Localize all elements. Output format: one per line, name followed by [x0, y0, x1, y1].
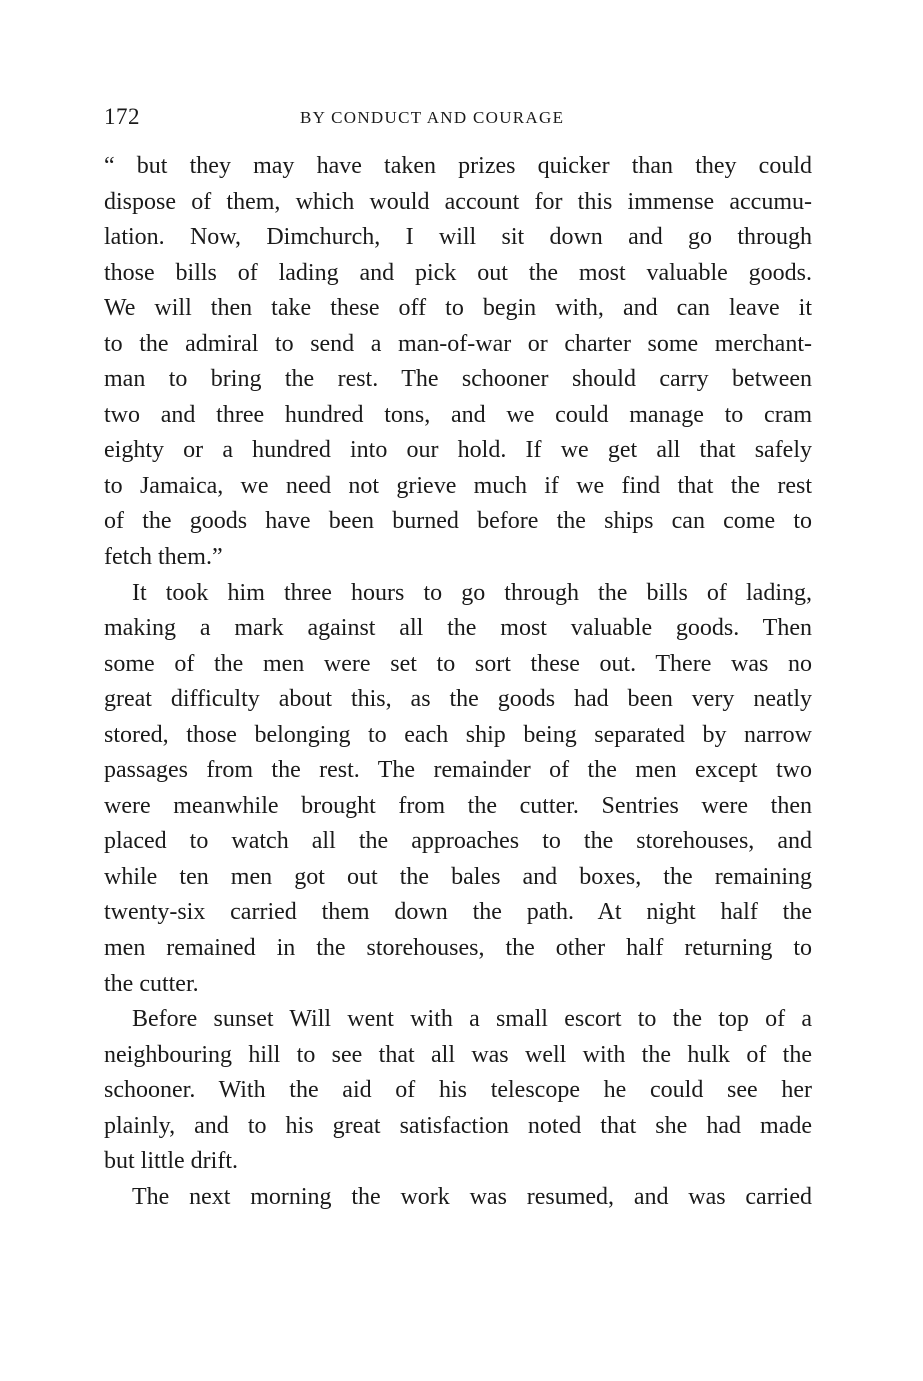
text-line: It took him three hours to go through the bills of lading,: [132, 579, 812, 606]
text-line: of the goods have been burned before the ships can come to: [104, 508, 812, 535]
text-line: to the admiral to send a man-of-war or charter some merchant-: [104, 330, 812, 357]
text-line: passages from the rest. The remainder of the men except two: [104, 757, 812, 784]
text-line: but little drift.: [104, 1148, 238, 1175]
text-line: while ten men got out the bales and boxes, the remaining: [104, 863, 812, 890]
text-line: some of the men were set to sort these out. There was no: [104, 650, 812, 677]
text-line: neighbouring hill to see that all was well with the hulk of the: [104, 1041, 812, 1068]
text-line: stored, those belonging to each ship being separated by narrow: [104, 721, 812, 748]
text-line: to Jamaica, we need not grieve much if we find that the rest: [104, 472, 812, 499]
text-line: two and three hundred tons, and we could manage to cram: [104, 401, 812, 428]
text-line: men remained in the storehouses, the other half returning to: [104, 935, 812, 962]
text-line: the cutter.: [104, 970, 199, 997]
text-line: dispose of them, which would account for this immense accumu-: [104, 188, 812, 215]
text-line: those bills of lading and pick out the most valuable goods.: [104, 259, 812, 286]
text-line: We will then take these off to begin with, and can leave it: [104, 295, 812, 322]
paragraph: [104, 1002, 812, 1180]
text-line: great difficulty about this, as the goods had been very neatly: [104, 686, 812, 713]
text-line: lation. Now, Dimchurch, I will sit down and go through: [104, 224, 812, 251]
text-line: The next morning the work was resumed, and was carried: [132, 1183, 812, 1210]
text-line: fetch them.”: [104, 544, 223, 571]
text-line: making a mark against all the most valuable goods. Then: [104, 615, 812, 642]
page-header: [104, 104, 812, 134]
page-number: 172: [104, 104, 140, 129]
text-line: Before sunset Will went with a small escort to the top of a: [132, 1006, 812, 1033]
text-line: man to bring the rest. The schooner should carry between: [104, 366, 812, 393]
text-line: eighty or a hundred into our hold. If we get all that safely: [104, 437, 812, 464]
text-line: plainly, and to his great satisfaction noted that she had made: [104, 1112, 812, 1139]
text-line: were meanwhile brought from the cutter. Sentries were then: [104, 792, 812, 819]
text-line: schooner. With the aid of his telescope he could see her: [104, 1077, 812, 1104]
paragraph: [104, 149, 812, 576]
text-line: twenty-six carried them down the path. At night half the: [104, 899, 812, 926]
body-text: [104, 149, 812, 1215]
paragraph: [104, 1180, 812, 1216]
paragraph: [104, 576, 812, 1003]
running-title: BY CONDUCT AND COURAGE: [300, 108, 565, 127]
text-line: placed to watch all the approaches to the storehouses, and: [104, 828, 812, 855]
text-line: “ but they may have taken prizes quicker than they could: [104, 153, 812, 179]
